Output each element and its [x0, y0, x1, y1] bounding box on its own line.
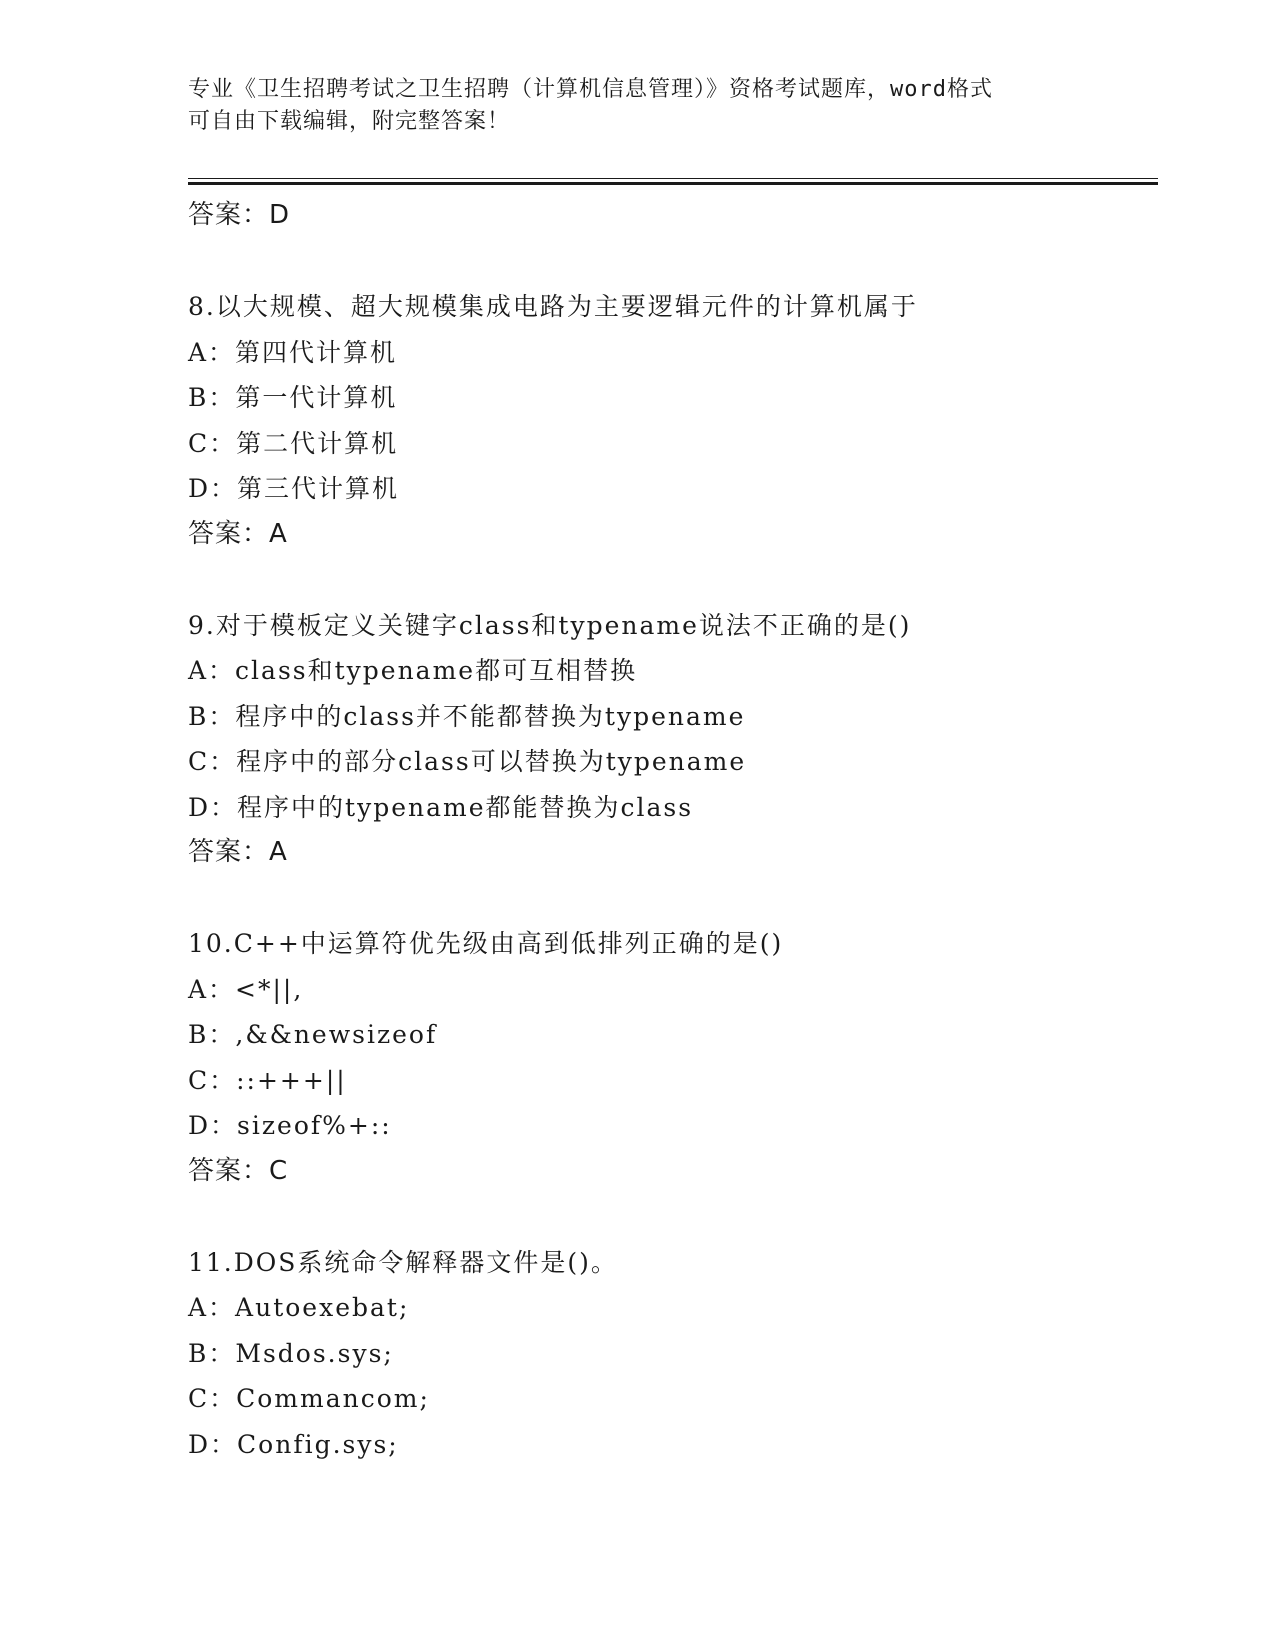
option-b: B：程序中的class并不能都替换为typename	[188, 701, 746, 731]
question-10	[188, 921, 1148, 1194]
question-stem: 11.DOS系统命令解释器文件是()。	[188, 1247, 618, 1277]
option-c: C：Commancom;	[188, 1384, 430, 1413]
option-c: C：程序中的部分class可以替换为typename	[188, 747, 747, 776]
option-a: A：class和typename都可互相替换	[188, 656, 638, 685]
option-d: D：Config.sys;	[188, 1429, 399, 1459]
question-list	[188, 193, 1148, 1467]
header-divider-thin	[188, 178, 1158, 179]
question-9	[188, 603, 1148, 876]
question-stem: 10.C++中运算符优先级由高到低排列正确的是()	[188, 929, 784, 958]
question-8	[188, 284, 1148, 557]
answer: 答案：C	[188, 1155, 289, 1186]
header-line-2: 可自由下载编辑，附完整答案！	[188, 109, 511, 134]
option-c: C：::+++||	[188, 1065, 347, 1095]
option-b: B：,&&newsizeof	[188, 1020, 438, 1049]
option-d: D：sizeof%+::	[188, 1111, 392, 1140]
option-c: C：第二代计算机	[188, 428, 399, 458]
option-a: A：<*||,	[188, 974, 304, 1004]
spacer	[188, 876, 1148, 922]
header-line-1: 专业《卫生招聘考试之卫生招聘（计算机信息管理）》资格考试题库，word格式	[188, 77, 993, 102]
option-d: D：程序中的typename都能替换为class	[188, 792, 694, 822]
option-b: B：Msdos.sys;	[188, 1338, 394, 1368]
option-a: A：第四代计算机	[188, 337, 398, 367]
question-stem: 8.以大规模、超大规模集成电路为主要逻辑元件的计算机属于	[188, 292, 918, 321]
answer: 答案：A	[188, 837, 288, 867]
spacer	[188, 239, 1148, 285]
header-divider-thick	[188, 182, 1158, 185]
answer: 答案：A	[188, 518, 288, 549]
question-11	[188, 1240, 1148, 1468]
option-b: B：第一代计算机	[188, 383, 398, 412]
previous-answer: 答案：D	[188, 200, 291, 230]
spacer	[188, 1194, 1148, 1240]
document-header	[188, 74, 1088, 138]
option-a: A：Autoexebat;	[188, 1293, 410, 1322]
option-d: D：第三代计算机	[188, 474, 400, 503]
spacer	[188, 557, 1148, 603]
question-stem: 9.对于模板定义关键字class和typename说法不正确的是()	[188, 610, 912, 640]
